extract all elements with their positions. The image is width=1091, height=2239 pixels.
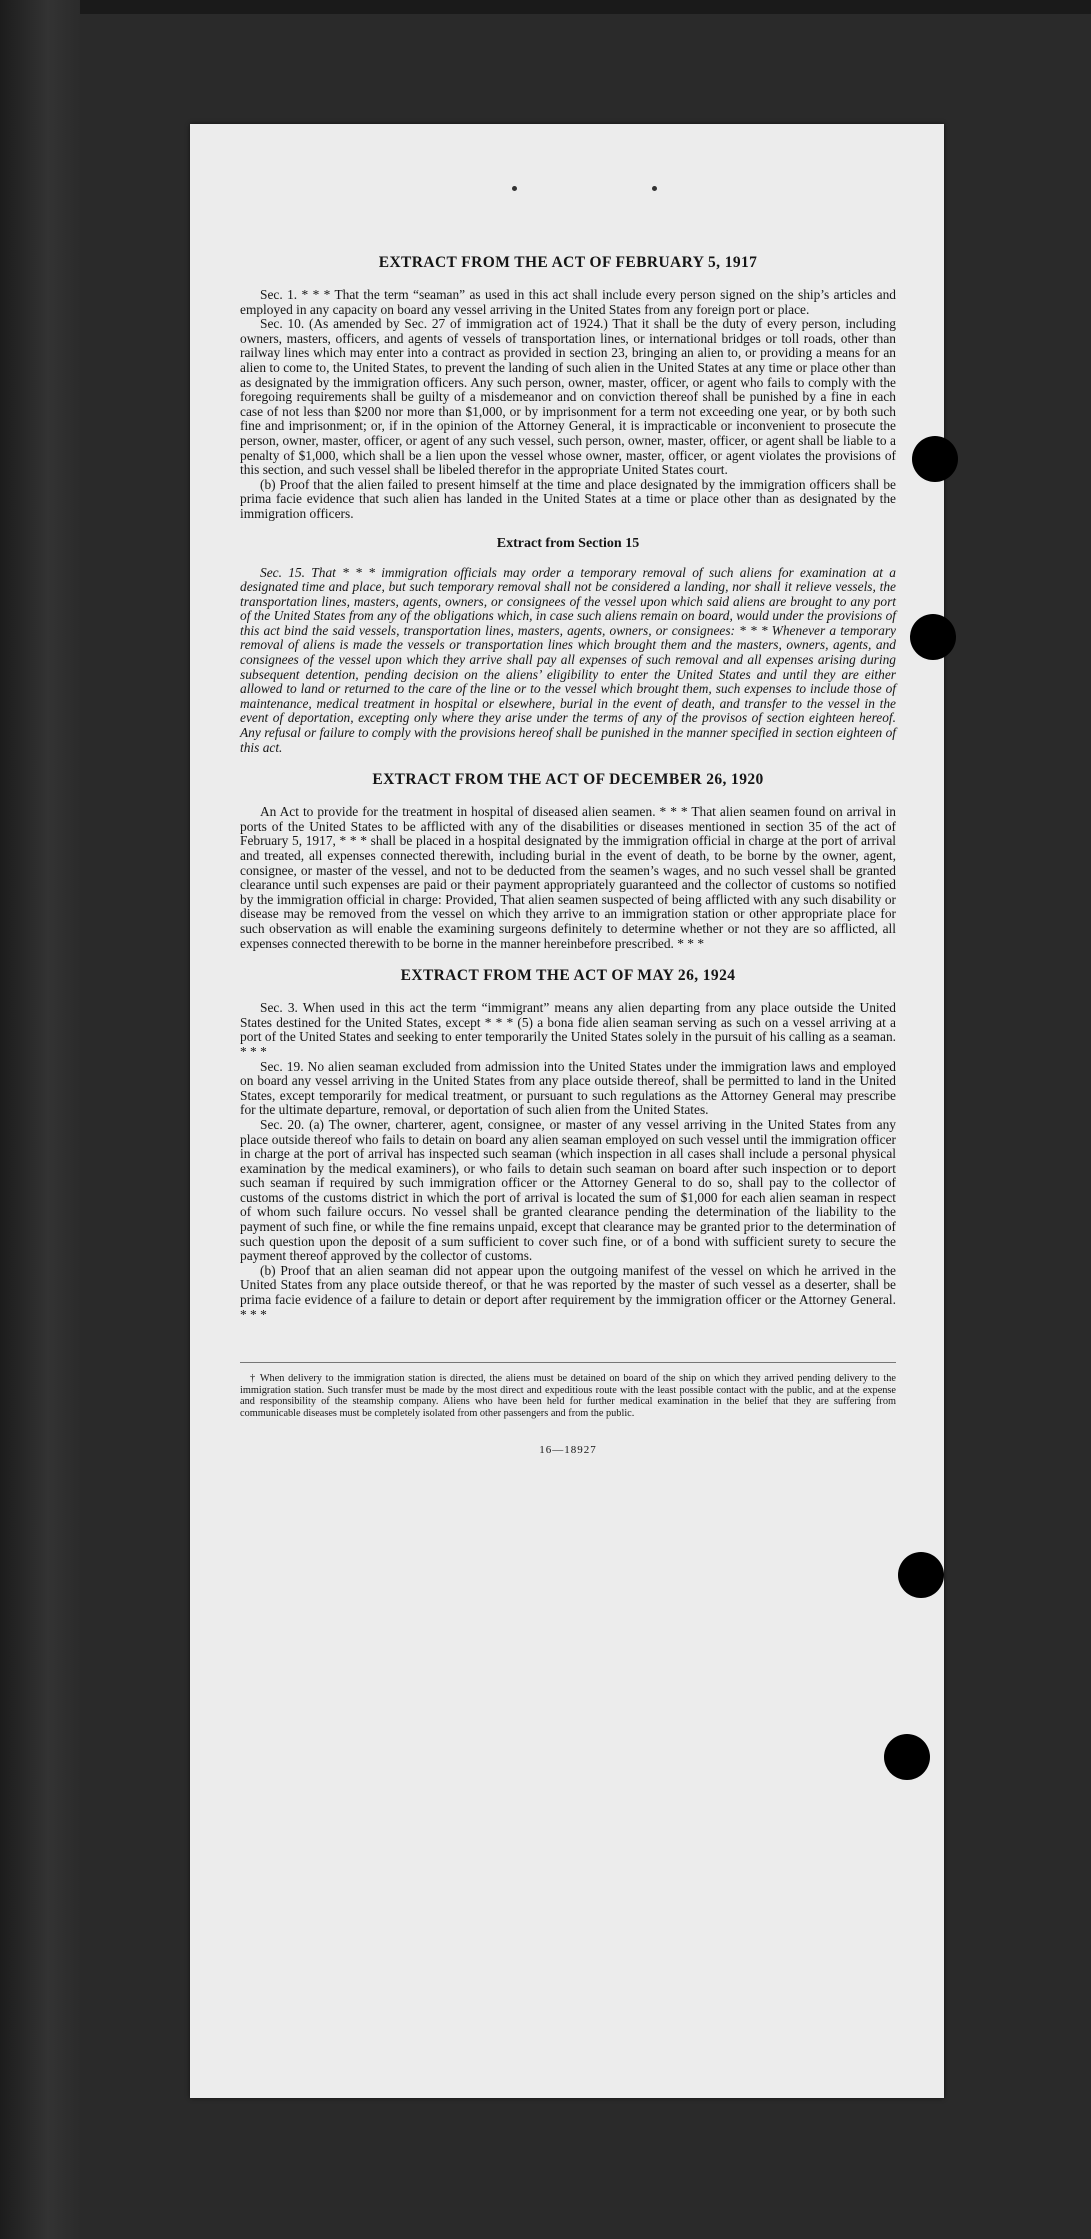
section-heading-act-1917: EXTRACT FROM THE ACT OF FEBRUARY 5, 1917: [378, 254, 758, 271]
staple-dot: [512, 186, 517, 191]
section-heading-act-1924: EXTRACT FROM THE ACT OF MAY 26, 1924: [400, 967, 736, 985]
paragraph-sec-1: Sec. 1. * * * That the term “seaman” as used in this act shall include every person signed on the ship’s articles and employed in any capacity on board any vessel arriving in the United States from any foreign port or place.: [240, 287, 896, 317]
scan-border-left: [0, 0, 80, 2239]
document-page: [190, 124, 944, 2098]
paragraph-sec-10-b: (b) Proof that the alien failed to present himself at the time and place designated by the immigration officers shall be prima facie evidence that such alien has landed in the United States at a time or place other than as designated by the immigration officers.: [240, 476, 896, 521]
paragraph-sec-15: Sec. 15. That * * * immigration officials may order a temporary removal of such aliens for examination at a designated time and place, but such temporary removal shall not be considered a landing, nor shall it relieve vessels, the transportation lines, masters, agents, owners, or consignees of the vessel upon which said aliens are brought to any port of the United States from any of the obligations which, in case such aliens remain on board, would under the provisions of this act bind the said vessels, transportation lines, masters, agents, owners, or consignees: * * * Whenever a temporary removal of aliens is made the vessels or transportation lines which brought them and the masters, owners, agents, and consignees of the vessel upon which they arrive shall pay all expenses of such removal and all expenses arising during subsequent detention, pending decision on the aliens’ eligibility to enter the United States and until they are either allowed to land or returned to the care of the line or to the vessel which brought them, such expenses to include those of maintenance, medical treatment in hospital or elsewhere, burial in the event of death, and transfer to the vessel in the event of deportation, excepting only where they arise under the terms of any of the provisos of section eighteen hereof. Any refusal or failure to comply with the provisions hereof shall be punished in the manner specified in section eighteen of this act.: [240, 564, 896, 755]
punch-hole: [884, 1734, 930, 1780]
footnote: † When delivery to the immigration station is directed, the aliens must be detained on board of the ship on which they arrived pending delivery to the immigration station. Such transfer must be made by the most direct and expeditious route with the least possible contact with the public, and at the expense and responsibility of the steamship company. Aliens who have been held for further medical examination in the belief that they are suffering from communicable diseases must be completely isolated from other passengers and from the public.: [240, 1373, 896, 1419]
section-heading-act-1920: EXTRACT FROM THE ACT OF DECEMBER 26, 1920: [372, 771, 764, 789]
scan-border-top: [0, 0, 1091, 14]
section-heading-section-15: Extract from Section 15: [496, 535, 640, 551]
paragraph-sec-19: Sec. 19. No alien seaman excluded from admission into the United States under the immigration laws and employed on board any vessel arriving in the United States from any place outside thereof, shall be permitted to land in the United States, except temporarily for medical treatment, or pursuant to such regulations as the Attorney General may prescribe for the ultimate departure, removal, or deportation of such alien from the United States.: [240, 1058, 896, 1118]
staple-marks: [190, 186, 944, 196]
paragraph-sec-10: Sec. 10. (As amended by Sec. 27 of immigration act of 1924.) That it shall be the duty of every person, including owners, masters, officers, and agents of vessels of transportation lines, or international bridges or toll roads, other than railway lines which may enter into a contract as provided in section 23, bringing an alien to, or providing a means for an alien to come to, the United States, to prevent the landing of such alien in the United States at any time or place other than as designated by the immigration officers. Any such person, owner, master, officer, or agent who fails to comply with the foregoing requirements shall be guilty of a misdemeanor and on conviction thereof shall be punished by a fine in each case of not less than $200 nor more than $1,000, or by imprisonment for a term not exceeding one year, or by both such fine and imprisonment; or, if in the opinion of the Attorney General, it is impracticable or inconvenient to prosecute the person, owner, master, officer, or agent of any such vessel, such person, owner, master, officer, or agent shall be liable to a penalty of $1,000, which shall be a lien upon the vessel whose owner, master, officer, or agent violates the provisions of this section, and such vessel shall be libeled therefor in the appropriate United States court.: [240, 316, 896, 478]
footnote-divider: [240, 1362, 896, 1363]
paragraph-act-1920: An Act to provide for the treatment in hospital of diseased alien seamen. * * * That alien seamen found on arrival in ports of the United States to be afflicted with any of the disabilities or diseases mentioned in section 35 of the act of February 5, 1917, * * * shall be placed in a hospital designated by the immigration official in charge at the port of arrival and treated, all expenses connected therewith, including burial in the event of death, to be borne by the owner, agent, consignee, or master of the vessel, and not to be deducted from the seamen’s wages, and no such vessel shall be granted clearance until such expenses are paid or their payment appropriately guaranteed and the collector of customs so notified by the immigration official in charge: Provided, That alien seamen suspected of being afflicted with any such disability or disease may be removed from the vessel on which they arrive to an immigration station or other appropriate place for such observation as will enable the examining surgeons definitely to determine whether or not they are so afflicted, all expenses connected therewith to be borne in the manner hereinbefore prescribed. * * *: [240, 804, 896, 951]
punch-hole: [898, 1552, 944, 1598]
paragraph-sec-3: Sec. 3. When used in this act the term “immigrant” means any alien departing from any place outside the United States destined for the United States, except * * * (5) a bona fide alien seaman serving as such on a vessel arriving at a port of the United States and seeking to enter temporarily the United States solely in the pursuit of his calling as a seaman. * * *: [240, 1000, 896, 1059]
staple-dot: [652, 186, 657, 191]
paragraph-sec-20-a: Sec. 20. (a) The owner, charterer, agent, consignee, or master of any vessel arriving in the United States from any place outside thereof who fails to detain on board any alien seaman employed on such vessel until the immigration officer in charge at the port of arrival has inspected such seaman (which inspection in all cases shall include a personal physical examination by the medical examiners), or who fails to detain such seaman on board after such inspection or to deport such seaman if required by such immigration officer or the Attorney General to do so, shall pay to the collector of customs of the customs district in which the port of arrival is located the sum of $1,000 for each alien seaman in respect of whom such failure occurs. No vessel shall be granted clearance pending the determination of the liability to the payment of such fine, or while the fine remains unpaid, except that clearance may be granted prior to the determination of such question upon the deposit of a sum sufficient to cover such fine, or of a bond with sufficient surety to secure the payment thereof approved by the collector of customs.: [240, 1116, 896, 1264]
paragraph-sec-20-b: (b) Proof that an alien seaman did not appear upon the outgoing manifest of the vessel on which he arrived in the United States from any place outside thereof, or that he was reported by the master of such vessel as a deserter, shall be prima facie evidence of a failure to detain or deport after requirement by the immigration officer or the Attorney General. * * *: [240, 1262, 896, 1322]
punch-hole: [912, 436, 958, 482]
print-code: 16—18927: [539, 1443, 597, 1456]
punch-hole: [910, 614, 956, 660]
